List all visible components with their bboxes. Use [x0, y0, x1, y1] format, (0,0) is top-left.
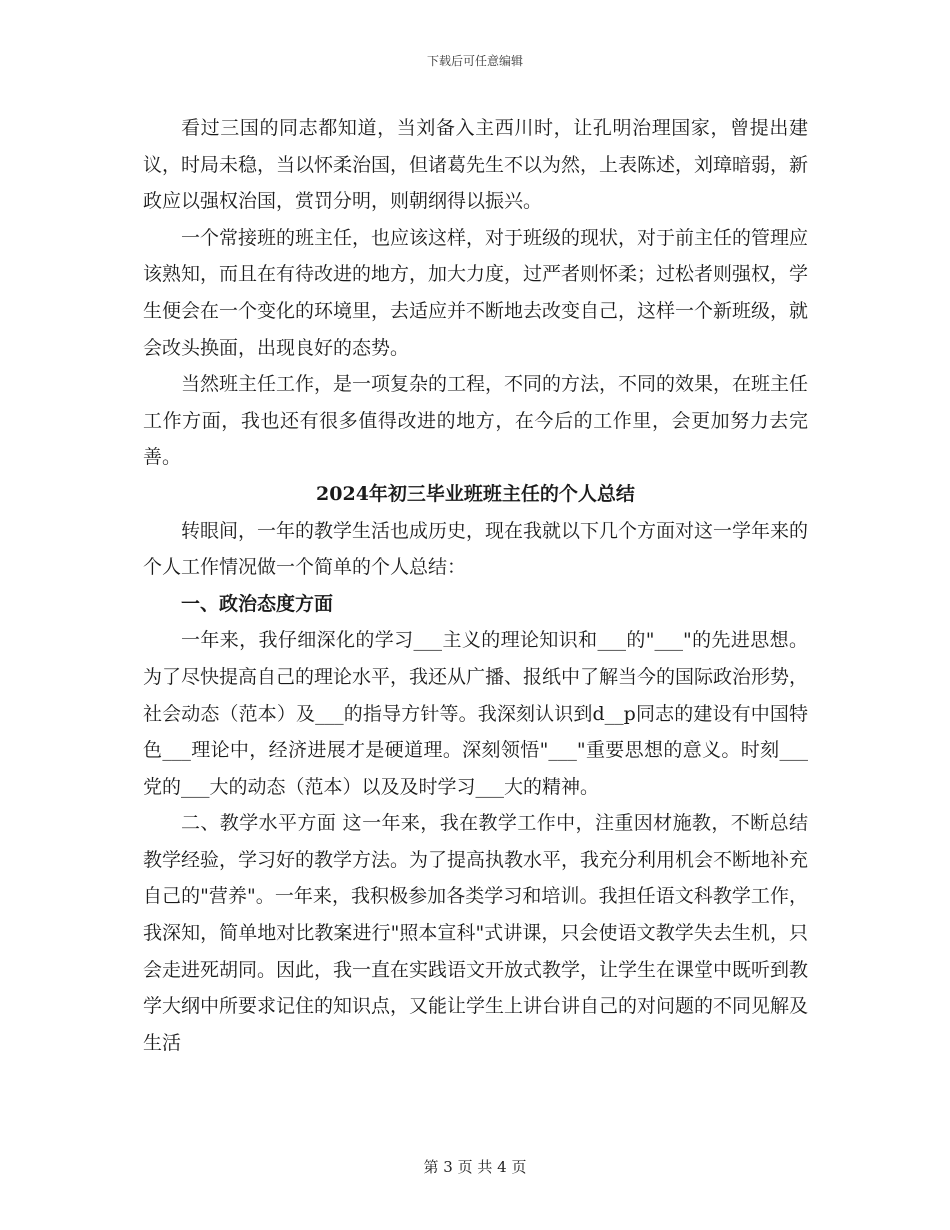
paragraph-class-teacher: 一个常接班的班主任，也应该这样，对于班级的现状，对于前主任的管理应该熟知，而且在有待改进的地方，加大力度，过严者则怀柔；过松者则强权，学生便会在一个变化的环境里，去适应并不断地去改变自己，这样一个新班级，就会改头换面，出现良好的态势。 [143, 226, 809, 359]
page-number: 第 3 页 共 4 页 [423, 1158, 527, 1176]
intro-paragraph: 转眼间，一年的教学生活也成历史，现在我就以下几个方面对这一学年来的个人工作情况做一个简单的个人总结： [143, 519, 809, 579]
paragraph-improvement: 当然班主任工作，是一项复杂的工程，不同的方法，不同的效果，在班主任工作方面，我也还有很多值得改进的地方，在今后的工作里，会更加努力去完善。 [143, 373, 809, 469]
document-body [143, 110, 808, 1061]
page-header: 下载后可任意编辑 [426, 54, 523, 68]
section-heading-politics: 一、政治态度方面 [181, 592, 334, 615]
document-title: 2024年初三毕业班班主任的个人总结 [316, 482, 635, 505]
section-body-politics: 一年来，我仔细深化的学习___主义的理论知识和___的"___"的先进思想。为了尽快提高自己的理论水平，我还从广播、报纸中了解当今的国际政治形势，社会动态（范本）及___的指导方针等。我深刻认识到d__p同志的建设有中国特色___理论中，经济进展才是硬道理。深刻领悟"___"重要思想的意义。时刻___党的___大的动态（范本）以及及时学习___大的精神。 [143, 629, 809, 798]
paragraph-three-kingdoms: 看过三国的同志都知道，当刘备入主西川时，让孔明治理国家，曾提出建议，时局未稳，当以怀柔治国，但诸葛先生不以为然，上表陈述，刘璋暗弱，新政应以强权治国，赏罚分明，则朝纲得以振兴。 [143, 117, 809, 213]
section-body-teaching: 二、教学水平方面 这一年来，我在教学工作中，注重因材施教，不断总结教学经验，学习好的教学方法。为了提高执教水平，我充分利用机会不断地补充自己的"营养"。一年来，我积极参加各类学习和培训。我担任语文科教学工作，我深知，简单地对比教案进行"照本宣科"式讲课，只会使语文教学失去生机，只会走进死胡同。因此，我一直在实践语文开放式教学，让学生在课堂中既听到教学大纲中所要求记住的知识点，又能让学生上讲台讲自己的对问题的不同见解及生活 [143, 812, 809, 1054]
